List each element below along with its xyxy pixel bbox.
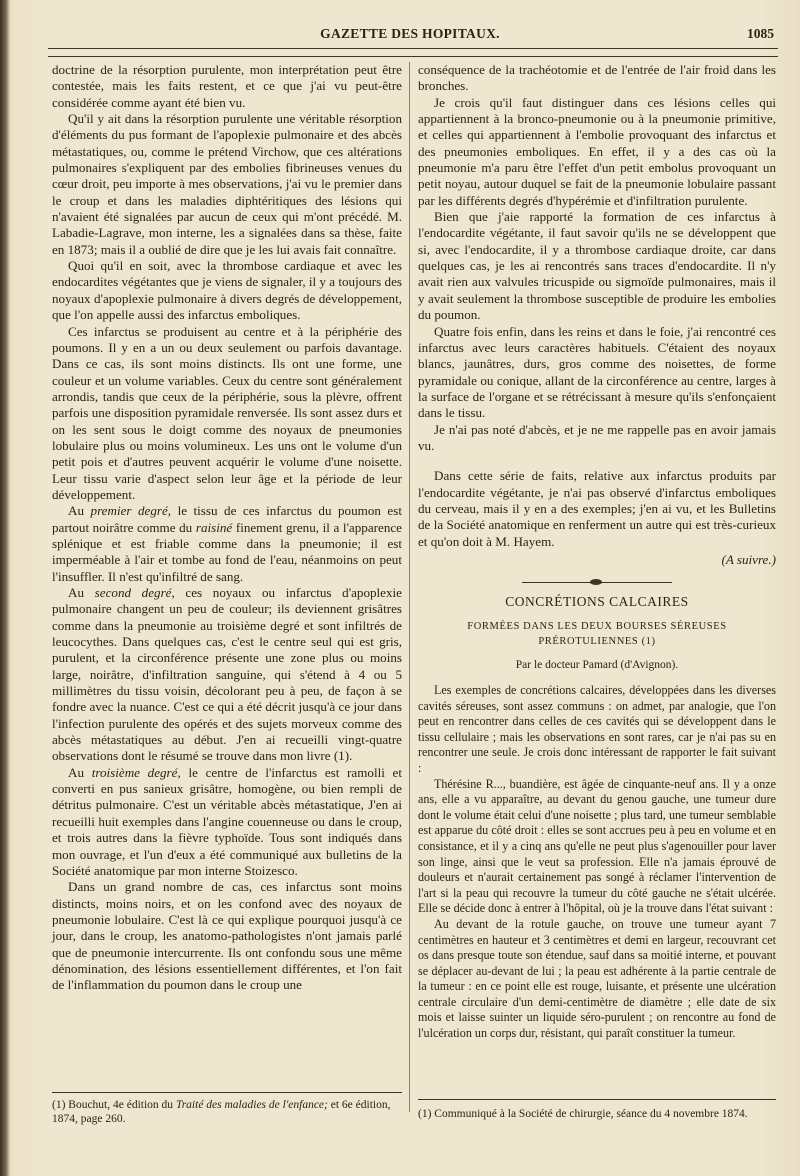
paragraph: Les exemples de concrétions calcaires, développées dans les diverses cavités séreuses, sont assez communs : on admet, par analogie, que l'on peut en rencontrer dans celles de ces cavités qui se développent dans le tissu cellulaire ; mais les observations en sont rares, car je n'ai pas su en rencontrer une seule. Je crois donc intéressant de rapporter le fait suivant : [418, 683, 776, 775]
emphasis: Traité des maladies de l'enfance; [175, 1099, 328, 1111]
text-run: Au [68, 585, 85, 600]
footnote-left [52, 1098, 402, 1126]
header-rule-lower [48, 56, 778, 57]
paragraph: doctrine de la résorption purulente, mon interprétation peut être contestée, mais les faits restent, et ce que j'ai vu peut-être considérée comme ayant été bien vu. [52, 62, 402, 110]
section-title: CONCRÉTIONS CALCAIRES [505, 594, 689, 610]
right-column [418, 62, 776, 1042]
binding-edge [0, 0, 10, 1176]
section-separator [522, 578, 672, 586]
paragraph: Dans cette série de faits, relative aux infarctus produits par l'endocardite végétante, je n'ai pas observé d'infarctus emboliques du cerveau, mais il y en a des exemples; j'en ai vu, et les Bulletins de la Société anatomique en renferment un autre qui est très-curieux et qu'on doit à M. Hayem. [418, 468, 776, 549]
paragraph [52, 503, 402, 585]
text-run: finement grenu, il a l'apparence splénique et est friable comme dans la pneumonie; il est imperméable à l'air et tombe au fond de l'eau, néanmoins on peut l'insuffler. Il n'est qu'infiltré de sang. [52, 519, 402, 584]
emphasis: troisième degré, [91, 764, 181, 780]
emphasis: second degré, [94, 585, 175, 600]
text-run: le tissu de ces infarctus du poumon est partout noirâtre comme du [52, 503, 402, 535]
text-run: Au [68, 503, 85, 519]
text-run: Au [68, 764, 85, 780]
paragraph: Bien que j'aie rapporté la formation de ces infarctus à l'endocardite végétante, il faut savoir qu'ils ne se développent que si, avec l'endocardite, il y a thrombose cardiaque droite, car dans quelques cas, je les ai rencontrés sans traces d'endocardite. Il n'y avait rien aux valvules tricuspide ou sigmoïde pulmonaires, mais il y avait seulement la thrombose susceptible de produire les embolies du poumon. [418, 209, 776, 323]
text-run: (1) Bouchut, 4e édition du [52, 1099, 174, 1111]
paragraph: Thérésine R..., buandière, est âgée de cinquante-neuf ans. Il y a onze ans, elle a vu apparaître, au devant du genou gauche, une tumeur dure dont le volume était celui d'une noisette ; plus tard, une tumeur semblable est apparue du côté droit : elles se sont accrues peu à peu en volume et en consistance, et il y a cinq ans qu'elle ne peut plus s'agenouiller pour laver son linge, ainsi que le veut sa profession. Elle n'a jamais éprouvé de douleurs et n'aurait certainement pas songé à réclamer l'intervention de l'art si la peau qui recouvre la tumeur du côté gauche ne s'était ulcérée. Elle se décide donc à entrer à l'hôpital, où je la trouve dans l'état suivant : [418, 776, 776, 916]
text-run: et 6e édition, 1874, page 260. [52, 1099, 391, 1125]
text-run: ces noyaux ou infarctus d'apoplexie pulmonaire changent un peu de couleur; ils deviennent grisâtres comme dans la pneumonie au troisième degré et sont infiltrés de leucocythes. Dans quelques cas, c'est le centre seul qui est gris, purulent, et la circonférence présente une zone plus ou moins large, noirâtre, d'infiltration sanguine, qui s'étend à 4 ou 5 millimètres du tissu voisin, décolorant peu à peu, de façon à se fondre avec la nuance. C'est ce qui a été décrit jusqu'à ce jour dans l'infection purulente des opérés et des sujets morveux comme des abcès métastatiques au début. J'en ai recueilli vingt-quatre observations dont le résumé se trouve dans mon livre (1). [52, 585, 402, 764]
footnote-rule [52, 1092, 402, 1093]
paragraph: Au devant de la rotule gauche, on trouve une tumeur ayant 7 centimètres en hauteur et 3 centimètres et demi en largeur, recouvrant cet os dans presque toute son étendue, sauf dans sa moitié interne, et pouvant se déplacer au-devant de lui ; la peau est adhérente à la partie centrale de la tumeur : en ce point elle est rouge, luisante, et présente une ulcération centrale circulaire d'un demi-centimètre de diamètre ; elle date de six mois et laisse suinter un liquide séro-purulent ; on rencontre au fond de l'ulcération un corps dur, résistant, qui paraît constituer la tumeur. [418, 916, 776, 1041]
page-number: 1085 [747, 26, 774, 41]
emphasis: premier degré, [90, 503, 172, 519]
page-header [40, 26, 780, 48]
paragraph: Je n'ai pas noté d'abcès, et je ne me rappelle pas en avoir jamais vu. [418, 421, 776, 453]
paragraph: Quoi qu'il en soit, avec la thrombose cardiaque et avec les endocardites végétantes que je viens de signaler, il y a toujours des noyaux d'apoplexie pulmonaire à divers degrés de développement, que l'on appelle aussi des infarctus emboliques. [52, 258, 402, 323]
section-subtitle: FORMÉES DANS LES DEUX BOURSES SÉREUSES [467, 620, 727, 632]
header-rule [48, 48, 778, 49]
text-run: le centre de l'infarctus est ramolli et converti en pus sanieux grisâtre, homogène, ou bien rempli de détritus pulmonaire. C'est un véritable abcès métastatique, J'en ai recueilli huit exemples dans l'angine couenneuse ou dans le croup, et trois autres dans la fièvre typhoïde. Tous sont indiqués dans mon ouvrage, et l'un d'eux a été communiqué aux bulletins de la Société anatomique par mon interne Stoizesco. [52, 764, 403, 878]
paragraph: Je crois qu'il faut distinguer dans ces lésions celles qui appartiennent à la bronco-pneumonie ou à la pneumonie primitive, et celles qui appartiennent à l'embolie provoquant des infarctus et des pneumonies emboliques. En effet, il y a des cas où la pneumonie m'a paru être l'effet d'un petit embolus provoquant un petit noyau, autour duquel se fait de la pneumonie lobulaire passant par les différents degrés d'hypérémie et d'infiltration purulente. [418, 94, 776, 208]
paragraph: Dans un grand nombre de cas, ces infarctus sont moins distincts, moins noirs, et on les confond avec des noyaux de pneumonie lobulaire. C'est là ce qui explique pourquoi jusqu'à ce jour, dans le croup, les anatomo-pathologistes n'ont jamais parlé que de pneumonie intercurrente. Ils ont confondu sous une même dénomination, des lésions essentiellement différentes, et l'on fait de l'inflammation du poumon dans le croup une [52, 879, 402, 993]
column-divider [409, 62, 410, 1112]
journal-title: GAZETTE DES HOPITAUX. [320, 26, 500, 41]
left-column [52, 62, 402, 994]
paragraph: conséquence de la trachéotomie et de l'entrée de l'air froid dans les bronches. [418, 62, 776, 94]
section-subtitle: PRÉROTULIENNES (1) [538, 635, 656, 647]
paragraph [52, 765, 402, 879]
paragraph [52, 585, 402, 765]
paragraph: Qu'il y ait dans la résorption purulente une véritable résorption d'éléments du pus formant de l'apoplexie pulmonaire et des abcès métastatiques, ou, comme le prétend Virchow, que ces altérations pulmonaires s'expliquent par des embolies fibrineuses venues du cœur droit, peu importe à mes observations, j'ai vu le premier dans le croup et dans les maladies diphtéritiques des lésions qui n'avaient été signalées par aucun de ceux qui m'ont précédé. M. Labadie-Lagrave, mon interne, les a signalées dans sa thèse, faite en 1873; mais il a oublié de dire que je les lui avais fait connaître. [52, 111, 402, 257]
footnote-right: (1) Communiqué à la Société de chirurgie, séance du 4 novembre 1874. [418, 1108, 748, 1120]
author-line: Par le docteur Pamard (d'Avignon). [515, 658, 679, 671]
emphasis: raisiné [195, 519, 233, 535]
to-be-continued: (A suivre.) [721, 551, 776, 567]
paragraph: Ces infarctus se produisent au centre et à la périphérie des poumons. Il y en a un ou deux seulement ou parfois davantage. Dans ce cas, ils sont moins distincts. Ils ont une forme, une couleur et un volume variables. Ceux du centre sont généralement arrondis, tandis que ceux de la périphérie, sous la plèvre, offrent parfois une disposition pyramidale renversée. Ils sont assez durs et on les sent sous le doigt comme des noyaux de pneumonies lobulaire plus ou moins volumineux. Les uns ont le volume d'un petit pois et d'autres peuvent acquérir le volume d'une noisette. Leur tissu varie d'aspect selon leur âge et la période de leur développement. [52, 323, 402, 502]
paragraph: Quatre fois enfin, dans les reins et dans le foie, j'ai rencontré ces infarctus avec leurs caractères habituels. C'étaient des noyaux blancs, jaunâtres, durs, gros comme des noisettes, de forme pyramidale ou conique, allant de la circonférence au centre, larges à la surface de l'organe et se rétrécissant à mesure qu'ils s'enfonçaient dans le tissu. [418, 323, 776, 421]
footnote-rule [418, 1099, 776, 1100]
